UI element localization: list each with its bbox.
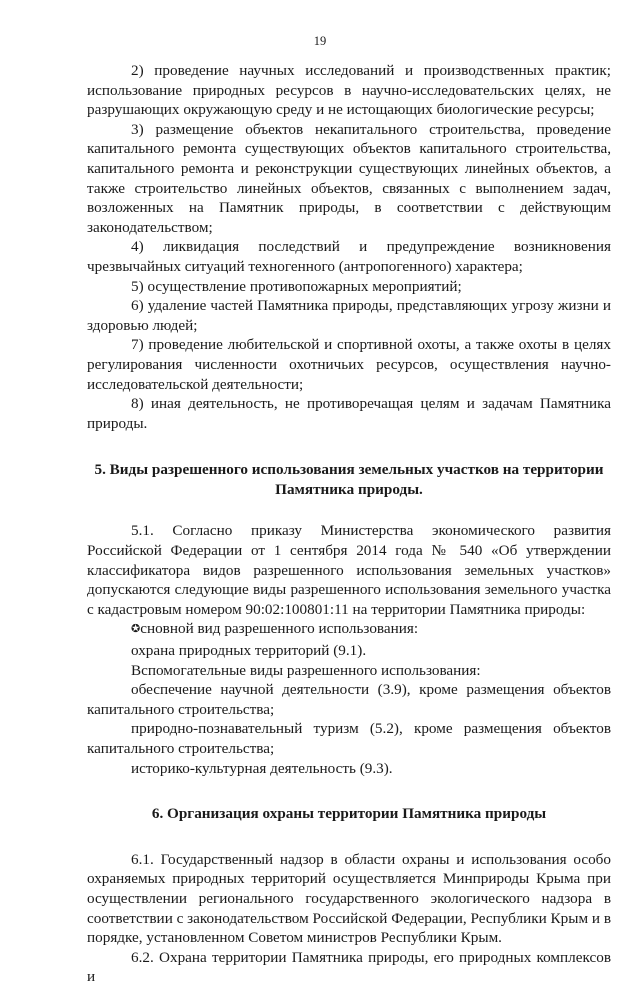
paragraph-6-1: 6.1. Государственный надзор в области охраны и использования особо охраняемых природных территорий осуществляется Минприроды Крыма при осуществлении регионального государственного экологического надзора в соответствии с законодательством Российской Федерации, Республики Крым и в порядке, установленном Советом министров Республики Крым. — [87, 850, 611, 947]
list-item-8: 8) иная деятельность, не противоречащая целям и задачам Памятника природы. — [87, 395, 611, 432]
section-5-heading: 5. Виды разрешенного использования земельных участков на территории Памятника природы. — [94, 461, 604, 498]
auxiliary-use-item-1: обеспечение научной деятельности (3.9), кроме размещения объектов капитального строительства; — [87, 681, 611, 718]
auxiliary-use-item-3: историко-культурная деятельность (9.3). — [131, 759, 393, 777]
section-6-heading: 6. Организация охраны территории Памятника природы — [151, 805, 547, 823]
list-item-4: 4) ликвидация последствий и предупреждение возникновения чрезвычайных ситуаций техногенного (антропогенного) характера; — [87, 238, 611, 275]
list-item-6: 6) удаление частей Памятника природы, представляющих угрозу жизни и здоровью людей; — [87, 297, 611, 334]
paragraph-6-2: 6.2. Охрана территории Памятника природы, его природных комплексов и — [87, 948, 611, 986]
main-use-text: сновной вид разрешенного использования: — [140, 620, 419, 638]
auxiliary-uses-label: Вспомогательные виды разрешенного использования: — [131, 661, 481, 679]
main-use-line — [87, 619, 611, 641]
paragraph-5-1: 5.1. Согласно приказу Министерства экономического развития Российской Федерации от 1 сентября 2014 года № 540 «Об утверждении классификатора видов разрешенного использования земельных участков» допускаются следующие виды разрешенного использования земельного участка с кадастровым номером 90:02:100801:11 на территории Памятника природы: — [87, 522, 611, 618]
page-number: 19 — [313, 34, 327, 48]
list-item-3: 3) размещение объектов некапитального строительства, проведение капитального ремонта существующих объектов капитального строительства, капитального ремонта и реконструкции существующих линейных объектов, а также строительство линейных объектов, связанных с выполнением задач, возложенных на Памятник природы, в соответствии с действующим законодательством; — [87, 120, 611, 236]
bullet-mark: ✪ — [131, 623, 141, 636]
auxiliary-use-item-2: природно-познавательный туризм (5.2), кроме размещения объектов капитального строительства; — [87, 720, 611, 757]
main-use-item: охрана природных территорий (9.1). — [131, 642, 367, 660]
document-body — [87, 61, 611, 987]
list-item-5: 5) осуществление противопожарных мероприятий; — [131, 277, 462, 295]
list-item-2: 2) проведение научных исследований и производственных практик; использование природных ресурсов в научно-исследовательских целях, не разрушающих окружающую среду и не истощающих биологические ресурсы; — [87, 62, 611, 119]
list-item-7: 7) проведение любительской и спортивной охоты, а также охоты в целях регулирования численности охотничьих ресурсов, осуществления научно-исследовательской деятельности; — [87, 336, 611, 393]
